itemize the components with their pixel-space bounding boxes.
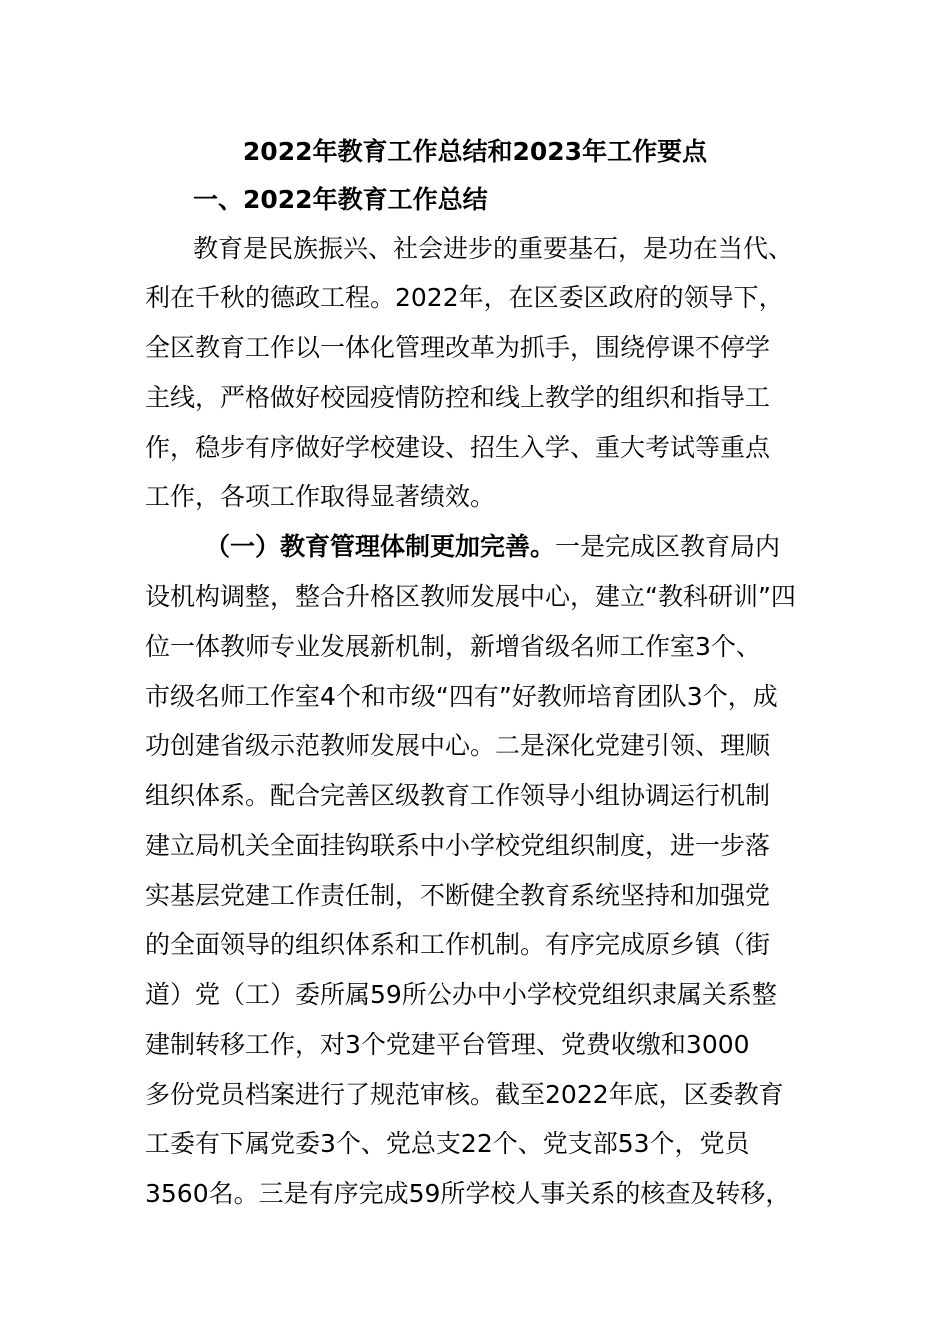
paragraph-line: 实基层党建工作责任制，不断健全教育系统坚持和加强党: [145, 881, 771, 910]
paragraph-line: 功创建省级示范教师发展中心。二是深化党建引领、理顺: [145, 731, 771, 760]
paragraph-line: 设机构调整，整合升格区教师发展中心，建立“教科研训”四: [145, 582, 796, 611]
paragraph-line: 工委有下属党委3个、党总支22个、党支部53个，党员: [145, 1129, 750, 1158]
paragraph-line: 多份党员档案进行了规范审核。截至2022年底，区委教育: [145, 1080, 784, 1109]
paragraph-line: 的全面领导的组织体系和工作机制。有序完成原乡镇（街: [145, 930, 771, 959]
section-heading: 一、2022年教育工作总结: [193, 185, 488, 214]
paragraph-line: 主线，严格做好校园疫情防控和线上教学的组织和指导工: [145, 383, 771, 412]
subsection-heading: （一）教育管理体制更加完善。: [205, 532, 556, 561]
document-title: 2022年教育工作总结和2023年工作要点: [242, 137, 708, 166]
paragraph-line: 道）党（工）委所属59所公办中小学校党组织隶属关系整: [145, 980, 777, 1009]
paragraph-line: 3560名。三是有序完成59所学校人事关系的核查及转移，: [145, 1179, 791, 1208]
paragraph-line: 教育是民族振兴、社会进步的重要基石，是功在当代、: [193, 234, 794, 263]
paragraph-line: 全区教育工作以一体化管理改革为抓手，围绕停课不停学: [145, 333, 771, 362]
paragraph-line: 利在千秋的德政工程。2022年，在区委区政府的领导下，: [145, 283, 784, 312]
paragraph-line: 建立局机关全面挂钩联系中小学校党组织制度，进一步落: [145, 831, 771, 860]
paragraph-first-line-rest: 一是完成区教育局内: [555, 532, 781, 561]
paragraph-line: 市级名师工作室4个和市级“四有”好教师培育团队3个，成: [145, 682, 778, 711]
paragraph-line: 位一体教师专业发展新机制，新增省级名师工作室3个、: [145, 632, 761, 661]
paragraph-line: 作，稳步有序做好学校建设、招生入学、重大考试等重点: [145, 433, 771, 462]
paragraph-first-line: [205, 527, 780, 567]
paragraph-line: 组织体系。配合完善区级教育工作领导小组协调运行机制: [145, 781, 771, 810]
paragraph-line: 工作，各项工作取得显著绩效。: [145, 482, 496, 511]
paragraph-line: 建制转移工作，对3个党建平台管理、党费收缴和3000: [145, 1030, 750, 1059]
